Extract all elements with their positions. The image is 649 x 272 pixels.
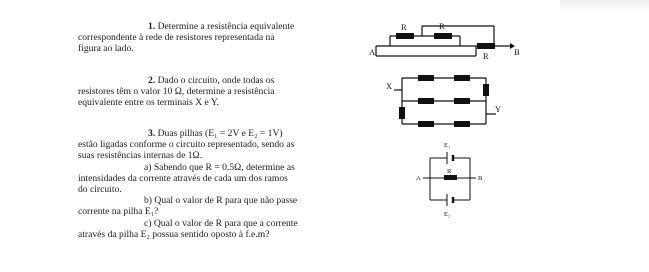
resistor-left-vertical (399, 107, 405, 119)
figure-3-label-e1: E₁ (444, 142, 451, 149)
resistor-top-left (418, 75, 434, 81)
problem-3a-line-2: intensidades da corrente através de cada um dos ramos (78, 172, 288, 184)
figure-2-label-x: X (386, 81, 393, 91)
resistor-bottom-right (454, 121, 470, 127)
figure-3-label-r: R (447, 168, 452, 175)
figure-2-resistor-network (380, 72, 510, 128)
resistor-top-right (434, 33, 452, 39)
problem-2-text (78, 75, 334, 109)
problem-3a-line-3: do circuito. (78, 184, 122, 196)
resistor-r (444, 175, 457, 180)
problem-2-number: 2. (148, 75, 156, 86)
problem-3c-line-1: c) Qual o valor de R para que a corrente (144, 217, 298, 229)
problem-3b-line-2: corrente na pilha E₁? (78, 206, 159, 218)
problem-3-text (78, 128, 334, 240)
figure-3-battery-circuit (410, 138, 490, 220)
problem-2-line-2: resistores têm o valor 10 Ω, determine a resistência (78, 86, 275, 98)
figure-1-label-a: A (369, 47, 376, 57)
resistor-middle-left (418, 98, 434, 104)
figure-2-label-y: Y (495, 104, 502, 114)
figure-3-label-e2: E₂ (444, 211, 451, 218)
problem-3a-line-1: a) Sabendo que R = 0.5Ω, determine as (144, 161, 295, 173)
resistor-top-left (396, 33, 414, 39)
problem-3-line-1: Duas pilhas (E₁ = 2V e E₂ = 1V) (157, 128, 283, 139)
problem-3-line-2: estão ligadas conforme o circuito representado, sendo as (78, 139, 295, 151)
figure-3-label-a: A (416, 175, 421, 182)
top-edge-shadow (560, 0, 649, 12)
resistor-bottom-left (418, 121, 434, 127)
problem-1-line-1: Determine a resistência equivalente (157, 21, 295, 32)
resistor-right-vertical (483, 84, 489, 96)
problem-1-number: 1. (148, 21, 156, 32)
problem-2-line-3: equivalente entre os terminais X e Y. (78, 97, 219, 109)
problem-3c-line-2: através da pilha E₂ possua sentido oposto à f.e.m? (78, 228, 270, 240)
problem-1-text (78, 21, 334, 55)
problem-1-line-3: figura ao lado. (78, 43, 134, 55)
resistor-bottom (477, 43, 495, 49)
figure-1-label-r-bottom: R (483, 51, 489, 61)
problem-3-number: 3. (148, 128, 156, 139)
problem-3b-line-1: b) Qual o valor de R para que não passe (144, 195, 298, 207)
figure-1-label-r-top-left: R (401, 22, 407, 32)
figure-1-resistor-network (360, 18, 530, 64)
problem-3-line-3: suas resistências internas de 1Ω. (78, 150, 203, 162)
resistor-top-right (454, 75, 470, 81)
figure-1-label-r-top-right: R (439, 21, 445, 31)
resistor-middle-right (454, 98, 470, 104)
problem-2-line-1: Dado o circuito, onde todas os (157, 75, 275, 86)
figure-3-label-b: B (478, 175, 483, 182)
problem-1-line-2: correspondente à rede de resistores representada na (78, 32, 275, 44)
figure-1-label-b: B (514, 47, 520, 57)
